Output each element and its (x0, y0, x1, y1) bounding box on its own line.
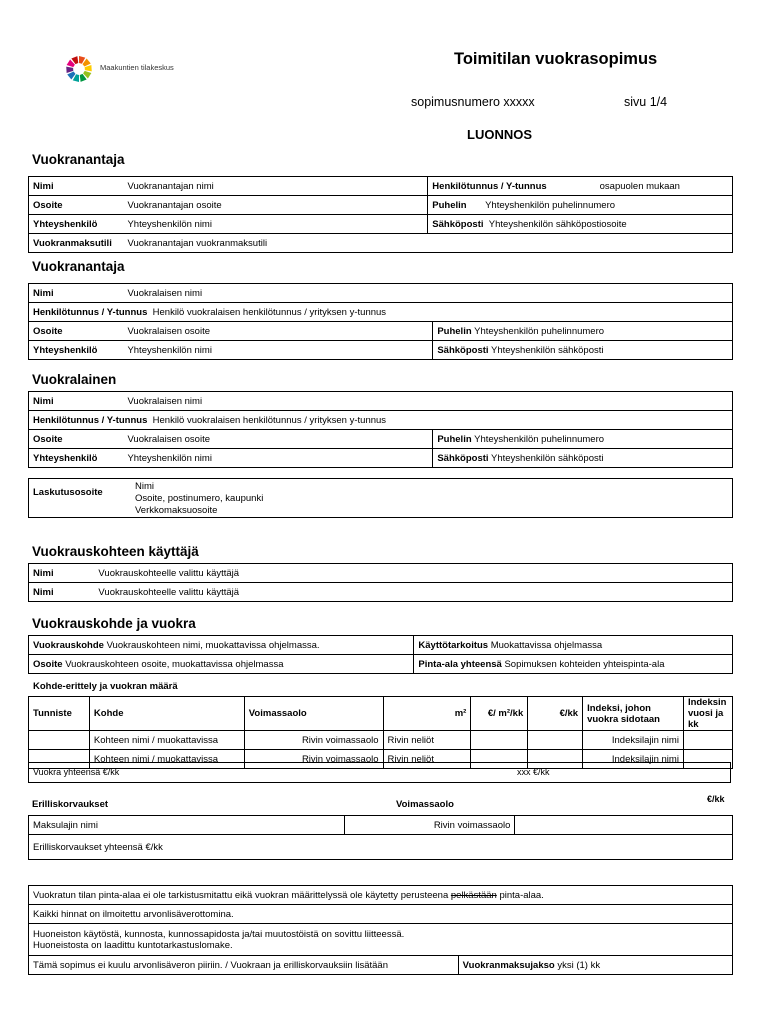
lessor2-id-label: Henkilötunnus / Y-tunnus (33, 306, 148, 318)
breakdown-total-row (28, 762, 731, 783)
payment-period-value: yksi (1) kk (557, 959, 601, 971)
lessor-email-label: Sähköposti (432, 218, 484, 230)
extra-row-validity: Rivin voimassaolo (344, 816, 515, 835)
lessor2-phone-value: Yhteyshenkilön puhelinnumero (474, 325, 605, 337)
table-row (29, 177, 733, 196)
extra-row-amount (515, 816, 733, 835)
tenant-contact-label: Yhteyshenkilö (29, 449, 124, 468)
cell-index: Indeksilajin nimi (583, 750, 684, 769)
billing-einvoice: Verkkomaksuosoite (135, 505, 218, 516)
note-area-text: Vuokratun tilan pinta-alaa ei ole tarkistusmitattu eikä vuokran määrittelyssä ole käytetty perusteena (33, 889, 451, 901)
lessor2-address-value: Vuokralaisen osoite (123, 322, 432, 341)
cell-validity: Rivin voimassaolo (244, 750, 383, 769)
note-vat: Tämä sopimus ei kuulu arvonlisäveron piiriin. / Vuokraan ja erilliskorvauksiin lisätään (29, 956, 459, 975)
notes-table (28, 885, 733, 975)
col-header: m² (383, 697, 471, 731)
object-address-value: Vuokrauskohteen osoite, muokattavissa ohjelmassa (65, 658, 284, 670)
object-table (28, 635, 733, 674)
section-heading-lessor: Vuokranantaja (32, 152, 125, 167)
note-area-text-end: pinta-alaa. (496, 889, 544, 901)
lessor2-contact-value: Yhteyshenkilön nimi (123, 341, 432, 360)
table-row (29, 341, 733, 360)
section-heading-users: Vuokrauskohteen käyttäjä (32, 544, 199, 559)
purpose-value: Muokattavissa ohjelmassa (490, 639, 603, 651)
tenant-address-value: Vuokralaisen osoite (123, 430, 432, 449)
cell-id (29, 731, 90, 750)
extra-unit: €/kk (707, 794, 725, 804)
billing-address: Osoite, postinumero, kaupunki (135, 493, 264, 504)
logo-mark-icon (64, 54, 94, 84)
col-header: Kohde (89, 697, 244, 731)
page-number: sivu 1/4 (624, 95, 668, 109)
tenant-email-label: Sähköposti (437, 452, 489, 464)
extra-total-label: Erilliskorvaukset yhteensä €/kk (29, 835, 733, 860)
table-row (29, 322, 733, 341)
users-table (28, 563, 733, 602)
cell-eur-m2 (471, 731, 528, 750)
user-value: Vuokrauskohteelle valittu käyttäjä (94, 583, 732, 602)
payment-period-label: Vuokranmaksujakso (462, 959, 555, 971)
table-row (29, 905, 733, 924)
tenant-email-value: Yhteyshenkilön sähköposti (491, 452, 604, 464)
lessor2-phone-label: Puhelin (437, 325, 472, 337)
lessor-account-value: Vuokranantajan vuokranmaksutili (123, 234, 732, 253)
lessor-phone-value: Yhteyshenkilön puhelinnumero (485, 199, 616, 211)
table-row (29, 924, 733, 956)
breakdown-heading: Kohde-erittely ja vuokran määrä (33, 681, 178, 692)
purpose-label: Käyttötarkoitus (418, 639, 489, 651)
col-header: €/ m²/kk (471, 697, 528, 731)
table-row (29, 636, 733, 655)
lessor-table (28, 176, 733, 253)
area-value: Sopimuksen kohteiden yhteispinta-ala (504, 658, 665, 670)
cell-index: Indeksilajin nimi (583, 731, 684, 750)
user-value: Vuokrauskohteelle valittu käyttäjä (94, 564, 732, 583)
lessor2-address-label: Osoite (29, 322, 124, 341)
lessor-id-value: osapuolen mukaan (596, 177, 733, 196)
cell-eur-month (528, 731, 583, 750)
table-row (29, 284, 733, 303)
cell-index-year (683, 731, 732, 750)
table-row (29, 215, 733, 234)
col-header: Indeksi, johon vuokra sidotaan (583, 697, 684, 731)
cell-validity: Rivin voimassaolo (244, 731, 383, 750)
table-row (29, 731, 733, 750)
total-value: xxx €/kk (517, 767, 550, 777)
table-row (29, 196, 733, 215)
object-value: Vuokrauskohteen nimi, muokattavissa ohjelmassa. (106, 639, 320, 651)
tenant-contact-value: Yhteyshenkilön nimi (123, 449, 432, 468)
lessor2-id-value: Henkilö vuokralaisen henkilötunnus / yrityksen y-tunnus (152, 306, 387, 318)
cell-m2: Rivin neliöt (383, 750, 471, 769)
table-row (29, 816, 733, 835)
table-row (29, 392, 733, 411)
tenant-name-label: Nimi (29, 392, 124, 411)
lessor-email-value: Yhteyshenkilön sähköpostiosoite (488, 218, 627, 230)
total-label: Vuokra yhteensä €/kk (33, 767, 120, 777)
logo-text: Maakuntien tilakeskus (100, 63, 174, 72)
section-heading-object: Vuokrauskohde ja vuokra (32, 616, 196, 631)
note-prices: Kaikki hinnat on ilmoitettu arvonlisäverottomina. (29, 905, 733, 924)
col-header: Voimassaolo (244, 697, 383, 731)
cell-m2: Rivin neliöt (383, 731, 471, 750)
note-inspection: Huoneistosta on laadittu kuntotarkastuslomake. (33, 939, 233, 951)
area-label: Pinta-ala yhteensä (418, 658, 502, 670)
col-header: Indeksin vuosi ja kk (683, 697, 732, 731)
lessor-address-label: Osoite (29, 196, 124, 215)
lessor2-email-label: Sähköposti (437, 344, 489, 356)
table-row (29, 655, 733, 674)
col-header: €/kk (528, 697, 583, 731)
lessor-id-label: Henkilötunnus / Y-tunnus (428, 177, 596, 196)
note-maintenance: Huoneiston käytöstä, kunnosta, kunnossapidosta ja/tai muutostöistä on sovittu liitteessä. (33, 928, 405, 940)
tenant-table (28, 391, 733, 468)
lessor2-table (28, 283, 733, 360)
cell-object: Kohteen nimi / muokattavissa (89, 750, 244, 769)
contract-number: sopimusnumero xxxxx (411, 95, 535, 109)
lessor-contact-value: Yhteyshenkilön nimi (123, 215, 427, 234)
lessor-name-label: Nimi (29, 177, 124, 196)
lessor-contact-label: Yhteyshenkilö (29, 215, 124, 234)
lessor-address-value: Vuokranantajan osoite (123, 196, 427, 215)
object-label: Vuokrauskohde (33, 639, 104, 651)
cell-object: Kohteen nimi / muokattavissa (89, 731, 244, 750)
lessor2-contact-label: Yhteyshenkilö (29, 341, 124, 360)
table-row (29, 583, 733, 602)
billing-box (28, 478, 733, 518)
document-title: Toimitilan vuokrasopimus (454, 50, 658, 68)
tenant-id-value: Henkilö vuokralaisen henkilötunnus / yrityksen y-tunnus (152, 414, 387, 426)
billing-label: Laskutusosoite (33, 487, 103, 498)
section-heading-lessor-2: Vuokranantaja (32, 259, 125, 274)
breakdown-table (28, 696, 733, 769)
tenant-name-value: Vuokralaisen nimi (123, 392, 732, 411)
table-row (29, 430, 733, 449)
col-header: Tunniste (29, 697, 90, 731)
lessor-name-value: Vuokranantajan nimi (123, 177, 427, 196)
lessor2-name-label: Nimi (29, 284, 124, 303)
table-row (29, 956, 733, 975)
extra-validity-heading: Voimassaolo (396, 799, 454, 810)
table-row (29, 886, 733, 905)
extra-row-name: Maksulajin nimi (29, 816, 345, 835)
table-row (29, 835, 733, 860)
table-row (29, 411, 733, 430)
note-area-strike: pelkästään (450, 889, 497, 901)
lessor2-name-value: Vuokralaisen nimi (123, 284, 732, 303)
table-row (29, 303, 733, 322)
table-row (29, 564, 733, 583)
tenant-phone-value: Yhteyshenkilön puhelinnumero (474, 433, 605, 445)
table-row (29, 449, 733, 468)
section-heading-tenant: Vuokralainen (32, 372, 117, 387)
table-row (29, 234, 733, 253)
table-header-row (29, 697, 733, 731)
billing-name: Nimi (135, 481, 154, 492)
user-label: Nimi (29, 583, 95, 602)
logo-segment (85, 65, 92, 71)
extra-heading: Erilliskorvaukset (32, 799, 109, 810)
tenant-phone-label: Puhelin (437, 433, 472, 445)
user-label: Nimi (29, 564, 95, 583)
tenant-id-label: Henkilötunnus / Y-tunnus (33, 414, 148, 426)
object-address-label: Osoite (33, 658, 63, 670)
tenant-address-label: Osoite (29, 430, 124, 449)
extra-table (28, 815, 733, 860)
logo (64, 54, 204, 84)
logo-segment (66, 67, 73, 73)
lessor-account-label: Vuokranmaksutili (29, 234, 124, 253)
lessor-phone-label: Puhelin (432, 199, 467, 211)
draft-label: LUONNOS (467, 127, 532, 142)
lessor2-email-value: Yhteyshenkilön sähköposti (491, 344, 604, 356)
